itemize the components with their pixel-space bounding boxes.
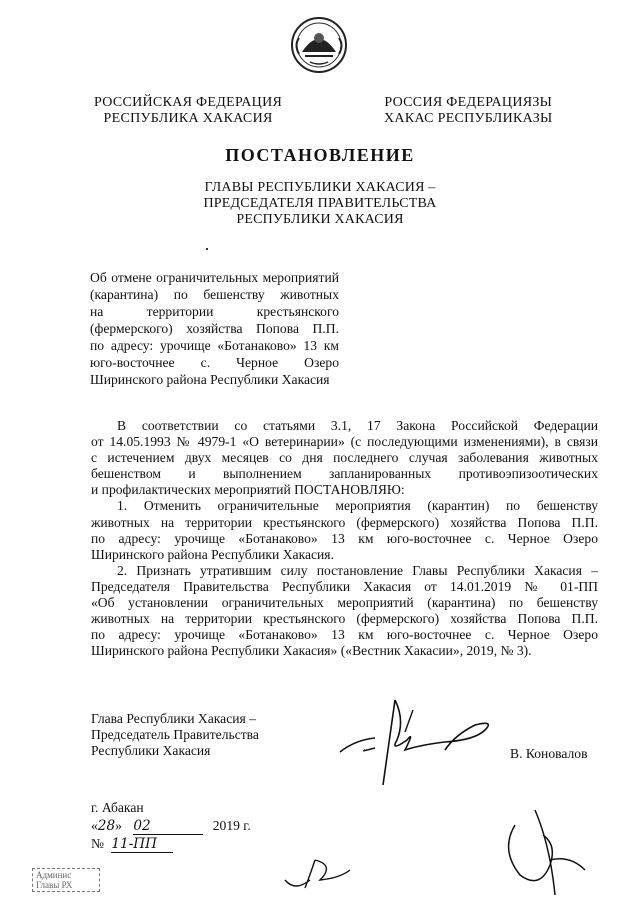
date-quote-close: » <box>115 818 122 833</box>
item-1-line-3: по адресу: урочище «Ботанаково» 13 км юго-восточнее с. Черное Озеро <box>91 530 598 546</box>
preamble-line-1: В соответствии со статьями 3.1, 17 Закона Российской Федерации <box>117 418 598 433</box>
subject-line-2: (карантина) по бешенству животных <box>90 287 339 302</box>
subject-line-5: по адресу: урочище «Ботанаково» 13 км <box>90 338 339 353</box>
document-body <box>91 418 598 659</box>
date-month: 02 <box>133 818 203 835</box>
number-value: 11-ПП <box>111 836 173 853</box>
document-type-title: ПОСТАНОВЛЕНИЕ <box>225 145 415 165</box>
subject-line-3: на территории крестьянского <box>90 304 339 319</box>
header-right-line-1: РОССИЯ ФЕДЕРАЦИЯЗЫ <box>384 95 553 110</box>
coat-of-arms-emblem <box>290 16 348 74</box>
number-line <box>91 836 173 853</box>
item-2-line-4: животных на территории крестьянского (фермерского) хозяйства Попова П.П. <box>91 611 598 627</box>
subject-line-1: Об отмене ограничительных мероприятий <box>90 270 339 285</box>
item-2-line-5: по адресу: урочище «Ботанаково» 13 км юго-восточнее с. Черное Озеро <box>91 627 598 643</box>
margin-dot <box>206 248 208 250</box>
item-2-line-3: «Об установлении ограничительных мероприятий (карантина) по бешенству <box>91 595 598 611</box>
item-2-line-6: Ширинского района Республики Хакасия» («Вестник Хакасии», 2019, № 3). <box>91 643 532 659</box>
number-prefix: № <box>91 836 104 851</box>
place-of-issue: г. Абакан <box>91 800 144 815</box>
preamble-line-2: от 14.05.1993 № 4979-1 «О ветеринарии» (с последующими изменениями), в связи <box>91 434 598 450</box>
item-1-line-1: 1. Отменить ограничительные мероприятия (карантин) по бешенству <box>117 498 598 514</box>
handwritten-signature <box>335 690 515 790</box>
header-left-line-2: РЕСПУБЛИКА ХАКАСИЯ <box>103 111 273 126</box>
issuer-line-3: РЕСПУБЛИКИ ХАКАСИЯ <box>236 212 404 227</box>
header-left-line-1: РОССИЙСКАЯ ФЕДЕРАЦИЯ <box>94 95 283 110</box>
date-year: 2019 г. <box>212 818 251 833</box>
subject-line-6: юго-восточнее с. Черное Озеро <box>90 355 339 370</box>
date-quote-open: « <box>91 818 98 833</box>
issuer-line-1: ГЛАВЫ РЕСПУБЛИКИ ХАКАСИЯ – <box>204 180 436 195</box>
date-day: 28 <box>97 818 116 834</box>
issuer-line-2: ПРЕДСЕДАТЕЛЯ ПРАВИТЕЛЬСТВА <box>203 196 437 211</box>
document-subject <box>90 269 339 388</box>
signatory-position-line-2: Председатель Правительства <box>91 727 259 742</box>
stamp-line-1: Админис <box>36 870 72 880</box>
item-2-line-1: 2. Признать утратившим силу постановление Главы Республики Хакасия – <box>117 562 598 578</box>
preamble-line-4: бешенством и выполнением запланированных противоэпизоотических <box>91 466 598 482</box>
signatory-position <box>91 711 259 759</box>
signatory-position-line-3: Республики Хакасия <box>91 743 211 758</box>
signatory-position-line-1: Глава Республики Хакасия – <box>91 711 256 726</box>
registration-stamp <box>32 868 100 892</box>
item-1-line-4: Ширинского района Республики Хакасия. <box>91 546 334 562</box>
signatory-name: В. Коновалов <box>510 746 588 761</box>
header-left <box>94 95 282 127</box>
header-right <box>384 95 553 127</box>
handwritten-initials-mark <box>280 850 360 895</box>
subject-line-7: Ширинского района Республики Хакасия <box>90 372 330 387</box>
handwritten-visa-mark <box>495 805 595 900</box>
header-right-line-2: ХАКАС РЕСПУБЛИКАЗЫ <box>384 111 553 126</box>
date-line <box>91 818 261 835</box>
item-1-line-2: животных на территории крестьянского (фермерского) хозяйства Попова П.П. <box>91 514 598 530</box>
preamble-line-3: с истечением двух месяцев со дня последнего случая заболевания животных <box>91 450 598 466</box>
issuer-block <box>0 180 640 228</box>
stamp-line-2: Главы РХ <box>36 880 73 890</box>
subject-line-4: (фермерского) хозяйства Попова П.П. <box>90 321 339 336</box>
item-2-line-2: Председателя Правительства Республики Хакасия от 14.01.2019 № 01-ПП <box>91 578 598 594</box>
preamble-line-5: и профилактических мероприятий ПОСТАНОВЛЯЮ: <box>91 482 405 498</box>
